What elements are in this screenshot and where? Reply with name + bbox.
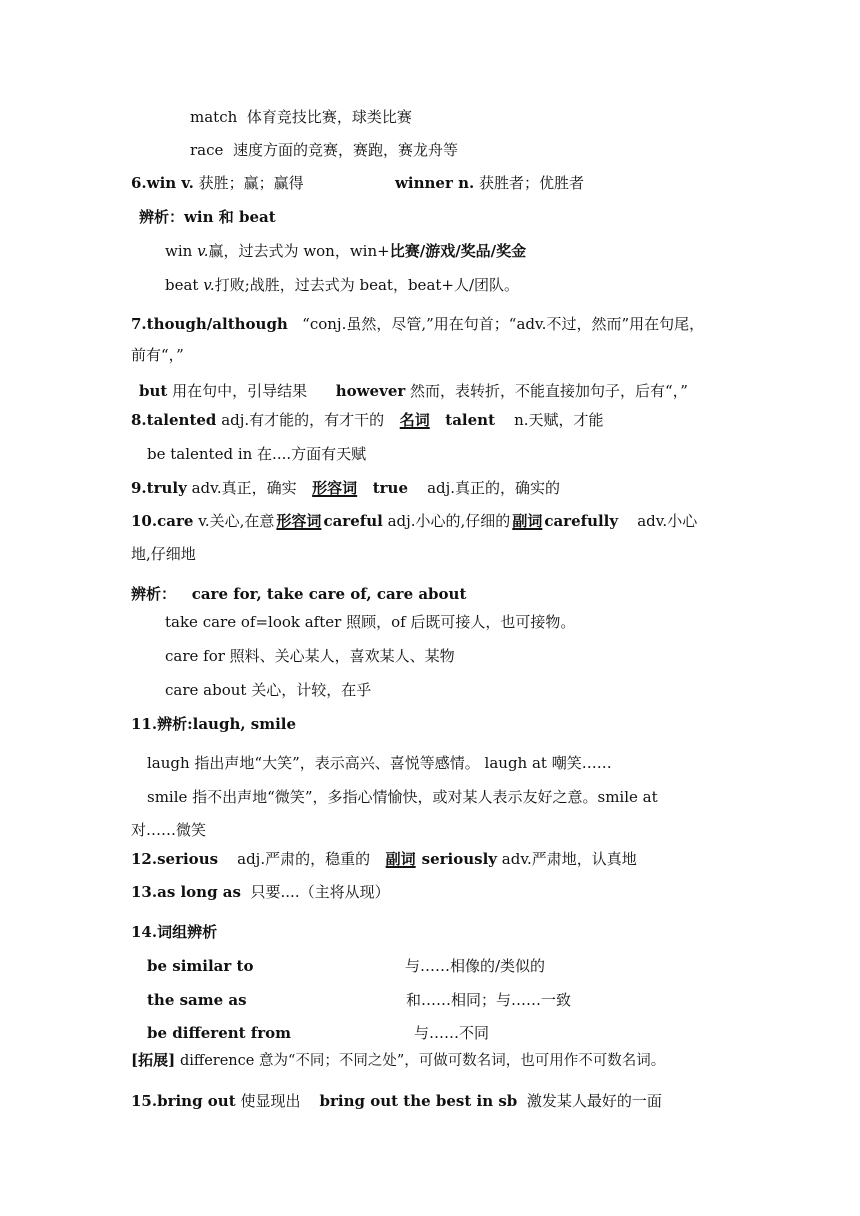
section-title-care (131, 583, 466, 605)
part-of-speech-tag: 名词 (399, 411, 430, 429)
definition: adj.有才能的，有才干的 (221, 411, 385, 429)
definition: adj.严肃的，稳重的 (237, 850, 371, 868)
section-title-win-beat (139, 206, 276, 228)
line-match (190, 106, 412, 128)
explanation: smile 指不出声地“微笑”，多指心情愉快，或对某人表示友好之意。smile at (147, 788, 658, 806)
section-title-phrases (131, 921, 217, 943)
phrase: bring out the best in sb (319, 1092, 518, 1110)
phrase: take care of=look after 照顾，of 后既可接人，也可接物。 (165, 613, 576, 631)
line-though-cont (131, 344, 184, 366)
line-care-for (165, 645, 455, 667)
pos: v. (197, 242, 209, 260)
line-talented-in (147, 443, 366, 465)
derived-word-2: carefully (544, 512, 619, 530)
text-c: 比赛/游戏/奖品/奖金 (389, 242, 527, 260)
line-talented (131, 409, 604, 431)
line-as-long-as (131, 881, 390, 903)
phrase-same (147, 989, 247, 1011)
text-b: 打败;战胜，过去式为 beat，beat+人/团队。 (214, 276, 520, 294)
section-label: 辨析：win 和 beat (139, 208, 276, 226)
section-title-laugh-smile (131, 713, 296, 735)
line-truly (131, 477, 560, 499)
definition: “conj.虽然，尽管,”用在句首；“adv.不过，然而”用在句尾， (302, 315, 705, 333)
derived-definition-2: adv.小心 (637, 512, 698, 530)
entry-number-word: 7.though/although (131, 315, 288, 333)
part-of-speech-tag-2: 副词 (512, 512, 543, 530)
line-but (139, 380, 688, 402)
part-of-speech-tag: 副词 (385, 850, 416, 868)
phrase-different-def (414, 1022, 489, 1044)
line-care-cont (131, 543, 196, 565)
continuation: 对……微笑 (131, 821, 207, 839)
word: but (139, 382, 168, 400)
definition: 体育竞技比赛，球类比赛 (246, 108, 412, 126)
line-smile-cont (131, 819, 206, 841)
line-bring-out (131, 1090, 662, 1112)
section-label: 辨析： (131, 585, 177, 603)
word: race (190, 141, 224, 159)
line-extend (131, 1049, 665, 1072)
line-care-about (165, 679, 371, 701)
line-beat-detail (165, 274, 519, 296)
line-winner (395, 172, 584, 194)
entry-number-word: 9.truly (131, 479, 187, 497)
text-b: 赢，过去式为 won，win+ (208, 242, 390, 260)
derived-word: true (372, 479, 408, 497)
phrase-similar (147, 955, 253, 977)
line-take-care (165, 611, 575, 633)
derived-word: seriously (421, 850, 498, 868)
derived-definition: adj.小心的,仔细的 (387, 512, 511, 530)
entry-number-word: 10.care (131, 512, 194, 530)
word: match (190, 108, 238, 126)
derived-definition: adv.严肃地，认真地 (501, 850, 637, 868)
line-smile (147, 786, 658, 808)
word-2: however (335, 382, 406, 400)
phrase: care about 关心，计较，在乎 (165, 681, 372, 699)
derived-word: talent (445, 411, 496, 429)
line-race (190, 139, 458, 161)
line-laugh (147, 752, 612, 774)
explanation: laugh 指出声地“大笑”，表示高兴、喜悦等感情。 laugh at 嘲笑…… (147, 754, 612, 772)
phrase-definition: 激发某人最好的一面 (526, 1092, 662, 1110)
definition: v.关心,在意 (198, 512, 275, 530)
phrase-definition: 与……相像的/类似的 (405, 957, 546, 975)
definition: 获胜；赢；赢得 (198, 174, 304, 192)
entry-number-word: 15.bring out (131, 1092, 236, 1110)
part-of-speech-tag: 形容词 (312, 479, 358, 497)
text-a: beat (165, 276, 204, 294)
noun-definition: 获胜者；优胜者 (479, 174, 585, 192)
line-win-detail (165, 240, 526, 262)
pos: v. (203, 276, 215, 294)
definition: 使显现出 (240, 1092, 301, 1110)
line-care (131, 510, 697, 532)
definition: 速度方面的竞赛，赛跑，赛龙舟等 (232, 141, 458, 159)
definition: 只要....（主将从现） (250, 883, 390, 901)
line-though (131, 313, 704, 335)
text-a: win (165, 242, 198, 260)
line-win (131, 172, 304, 194)
extend-label: [拓展] (131, 1051, 176, 1069)
line-serious (131, 848, 637, 870)
phrase: the same as (147, 991, 247, 1009)
phrase: be different from (147, 1024, 292, 1042)
phrase-same-def (406, 989, 571, 1011)
entry-number-word: 6.win v. (131, 174, 194, 192)
entry-number-word: 13.as long as (131, 883, 241, 901)
phrase-definition: 与……不同 (414, 1024, 490, 1042)
definition: 用在句中，引导结果 (172, 382, 308, 400)
continuation: 前有“，” (131, 346, 184, 364)
phrase-definition: 和……相同；与……一致 (406, 991, 572, 1009)
continuation: 地,仔细地 (131, 545, 196, 563)
derived-definition: n.天赋，才能 (514, 411, 604, 429)
part-of-speech-tag: 形容词 (276, 512, 322, 530)
noun-word: winner n. (395, 174, 475, 192)
derived-word: careful (323, 512, 383, 530)
derived-definition: adj.真正的，确实的 (427, 479, 561, 497)
section-label: 14.词组辨析 (131, 923, 218, 941)
extend-text: difference 意为“不同；不同之处”，可做可数名词，也可用作不可数名词。 (179, 1053, 666, 1069)
section-label: 11.辨析:laugh, smile (131, 715, 297, 733)
phrase-similar-def (405, 955, 545, 977)
phrase-different (147, 1022, 291, 1044)
entry-number-word: 8.talented (131, 411, 217, 429)
phrase: be talented in 在....方面有天赋 (147, 445, 367, 463)
definition-2: 然而，表转折，不能直接加句子，后有“，” (410, 382, 688, 400)
definition: adv.真正，确实 (191, 479, 297, 497)
phrase: care for 照料、关心某人，喜欢某人、某物 (165, 647, 455, 665)
phrase: be similar to (147, 957, 254, 975)
section-words: care for, take care of, care about (191, 585, 467, 603)
entry-number-word: 12.serious (131, 850, 219, 868)
